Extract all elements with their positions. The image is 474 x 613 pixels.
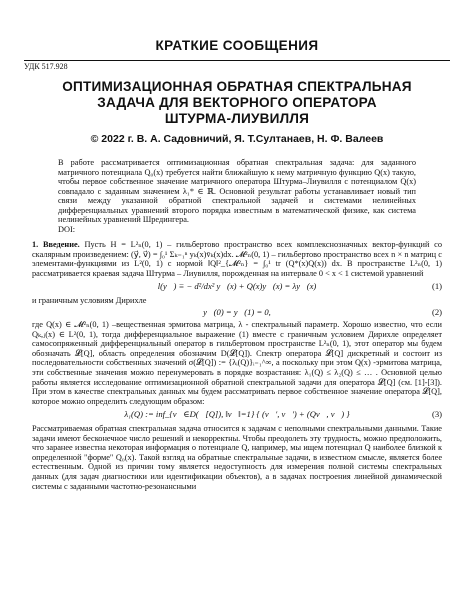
udk-code: УДК 517.928	[24, 62, 68, 71]
boundary-intro: и граничным условиям Дирихле	[32, 296, 147, 305]
section-heading: КРАТКИЕ СООБЩЕНИЯ	[155, 38, 319, 53]
abstract-text: В работе рассматривается оптимизационная обратная спектральная задача: для заданного матричного потенциала Q₀(x) требуется найти ближайшую к нему матричную функцию Q(x) такую, чтобы первое собственное значение матричного оператора Штурма–Лиувилля с потенциалом Q(x) совпадало с заданным значением λ₁* ∈ ℝ. Основной результат работы устанавливает новый тип связи между указанной обратной спектральной задачей и системами нелинейных дифференциальных уравнений второго порядка известным в математической физике, как система нелинейных уравнений Шредингера.	[58, 158, 416, 224]
equation-1-expression: l(y⃗) ≡ − d²/dx² y⃗(x) + Q(x)y⃗(x) = λy⃗(x)	[157, 281, 317, 291]
doi-label: DOI:	[58, 224, 76, 234]
intro-heading: 1. Введение.	[32, 240, 80, 249]
title-line-1: ОПТИМИЗАЦИОННАЯ ОБРАТНАЯ СПЕКТРАЛЬНАЯ	[62, 79, 412, 94]
article-title	[0, 79, 474, 128]
equation-3	[32, 409, 442, 421]
authors-line: © 2022 г. В. А. Садовничий, Я. Т.Султанаев, Н. Ф. Валеев	[90, 133, 384, 145]
abstract	[58, 158, 416, 234]
title-line-3: ШТУРМА-ЛИУВИЛЛЯ	[164, 111, 310, 127]
intro-text: Пусть H = L²ₙ(0, 1) – гильбертово пространство всех комплекснозначных вектор-функций со скалярным произведением: (y⃗, v⃗) = ∫₀¹ Σₖ₌₁ⁿ yₖ(x)v̄ₖ(x)dx. 𝓜²ₙ(0, 1) – гильбертово пространство всех n × n матриц с элементами-функциями из L²(0, 1) с нормой ‖Q‖²_{𝓜²ₙ} = ∫₀¹ tr (Q*(x)Q(x)) dx. В пространстве L²ₙ(0, 1) рассматривается краевая задача Штурма – Лиувилля, порожденная на интервале 0 < x < 1 системой уравнений	[32, 240, 442, 278]
header-rule	[24, 60, 450, 61]
equation-1-number: (1)	[431, 281, 442, 291]
equation-1	[32, 281, 442, 293]
operator-paragraph: где Q(x) ∈ 𝓜²ₙ(0, 1) –вещественная эрмитова матрица, λ - спектральный параметр. Хорошо известно, что если Qₖ,ⱼ(x) ∈ L²(0, 1), тогда дифференциальное выражение (1) вместе с граничным условием Дирихле определяет самосопряженный дифференциальный оператор в гильбертовом пространстве L²ₙ(0, 1), этот оператор мы будем обозначать 𝓛[Q], область определения обозначим D(𝓛[Q]). Спектр оператора 𝓛[Q] дискретный и состоит из последовательности собственных значений σ(𝓛[Q]) := {λᵢ(Q)}ᵢ₌₁^∞, а поскольку при этом Q(x) -эрмитова матрица, эти собственные значения можно перенумеровать в порядке возрастания: λ₁(Q) ≤ λ₂(Q) ≤ … . Основной целью работы является исследование оптимизационной обратной спектральной задачи для оператора 𝓛[Q] (см. [1]-[3]). При этом в качестве спектральных данных мы будем рассматривать первое собственное значение оператора 𝓛[Q], которое можно определить следующим образом:	[32, 320, 442, 406]
title-line-2: ЗАДАЧА ДЛЯ ВЕКТОРНОГО ОПЕРАТОРА	[97, 95, 377, 111]
equation-3-number: (3)	[431, 409, 442, 419]
equation-2-expression: y⃗(0) = y⃗(1) = 0,	[203, 307, 271, 317]
equation-2-number: (2)	[431, 307, 442, 317]
intro-paragraph	[32, 240, 442, 278]
equation-3-expression: λ₁(Q) := inf_{v⃗∈D(𝓛[Q]), ‖v⃗‖=1} { (v⃗′, v⃗′) + (Qv⃗, v⃗) }	[124, 409, 350, 419]
problem-paragraph: Рассматриваемая обратная спектральная задача относится к задачам с неполными спектральными данными. Такие задачи имеют бесконечное число решений и некорректны. Чтобы преодолеть эту трудность, можно предположить, что заранее известна некоторая информация о потенциале Q, например, мы ищем потенциал Q наиболее близкой к определенной "форме" Q₀(x). Такой взгляд на обратные спектральные задачи, в известном смысле, является более естественным. Одной из причин тому является недоступность для измерения полной системы спектральных данных (для задач диагностики или идентификации объектов), а в задачах построения линейной динамической системы с заданными частотно-резонансными	[32, 424, 442, 491]
equation-2	[32, 307, 442, 319]
